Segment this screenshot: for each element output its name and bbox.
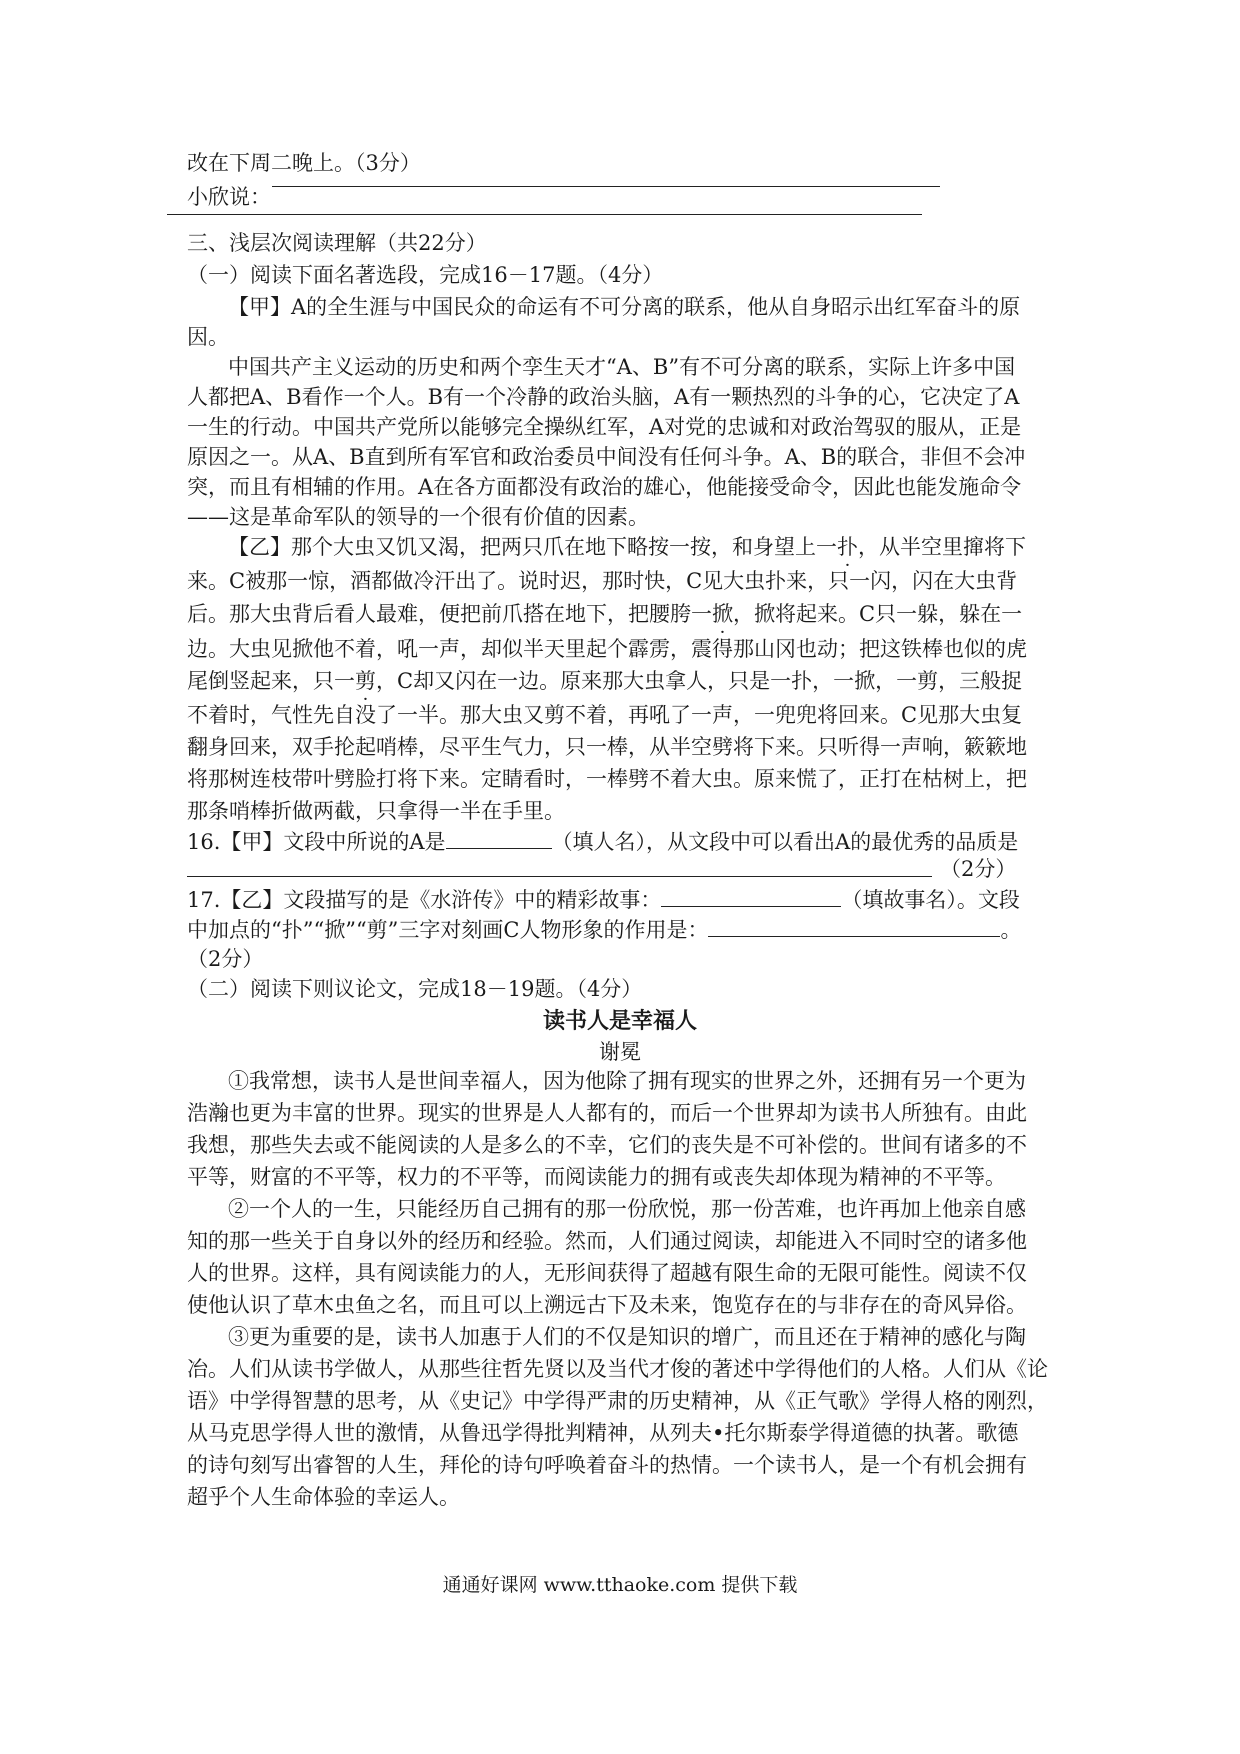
essay-line: ③更为重要的是，读书人加惠于人们的不仅是知识的增广，而且还在于精神的感化与陶: [228, 1325, 1026, 1349]
dotted-char-xian: 掀: [712, 602, 733, 626]
prompt-tail: 改在下周二晚上。（3分）: [187, 151, 421, 175]
essay-line: 平等，财富的不平等，权力的不平等，而阅读能力的拥有或丧失却体现为精神的不平等。: [187, 1165, 1006, 1189]
jia-line: 突，而且有相辅的作用。A在各方面都没有政治的雄心，他能接受命令，因此也能发施命令: [187, 475, 1022, 499]
dotted-char-pu: 扑: [837, 535, 858, 559]
jia-line: ——这是革命军队的领导的一个很有价值的因素。: [187, 505, 649, 529]
q17-text: 中加点的“扑”“掀”“剪”三字对刻画C人物形象的作用是：: [187, 918, 709, 942]
essay-line: 超乎个人生命体验的幸运人。: [187, 1485, 460, 1509]
essay-line: 使他认识了草木虫鱼之名，而且可以上溯远古下及未来，饱览存在的与非存在的奇风异俗。: [187, 1293, 1027, 1317]
q16-text: （填人名），从文段中可以看出A的最优秀的品质是: [551, 830, 1019, 854]
q16-answer-line[interactable]: [187, 876, 932, 877]
q17-score: （2分）: [187, 947, 264, 971]
yi-line: 边。大虫见掀他不着，吼一声，却似半天里起个霹雳，震得那山冈也动；把这铁棒也似的虎: [187, 637, 1027, 661]
jia-line: 【甲】A的全生涯与中国民众的命运有不可分离的联系，他从自身昭示出红军奋斗的原: [228, 295, 1021, 319]
essay-line: 浩瀚也更为丰富的世界。现实的世界是人人都有的，而后一个世界却为读书人所独有。由此: [187, 1101, 1027, 1125]
essay-line: 从马克思学得人世的激情，从鲁迅学得批判精神，从列夫•托尔斯泰学得道德的执著。歌德: [187, 1421, 1019, 1445]
answer-line-1[interactable]: [272, 186, 940, 187]
yi-line: 那条哨棒折做两截，只拿得一半在手里。: [187, 799, 565, 823]
yi-line: [228, 532, 1026, 562]
essay-line: 知的那一些关于自身以外的经历和经验。然而，人们通过阅读，却能进入不同时空的诸多他: [187, 1229, 1027, 1253]
jia-line: 原因之一。从A、B直到所有军官和政治委员中间没有任何斗争。A、B的联合，非但不会冲: [187, 445, 1026, 469]
q17-blank-story[interactable]: [661, 884, 841, 907]
essay-author: 谢冕: [599, 1040, 641, 1064]
dotted-char-jian: 剪: [355, 669, 376, 693]
essay-line: 我想，那些失去或不能阅读的人是多么的不幸，它们的丧失是不可补偿的。世间有诸多的不: [187, 1133, 1027, 1157]
q17-text: 17.【乙】文段描写的是《水浒传》中的精彩故事：: [187, 888, 662, 912]
section-heading: 三、浅层次阅读理解（共22分）: [187, 231, 487, 255]
essay-line: 的诗句刻写出睿智的人生，拜伦的诗句呼唤着奋斗的热情。一个读书人，是一个有机会拥有: [187, 1453, 1027, 1477]
yi-text: ，掀将起来。C只一躲，躲在一: [733, 602, 1023, 626]
question-16: [187, 826, 1018, 857]
essay-line: ②一个人的一生，只能经历自己拥有的那一份欣悦，那一份苦难，也许再加上他亲自感: [228, 1197, 1026, 1221]
essay-line: ①我常想，读书人是世间幸福人，因为他除了拥有现实的世界之外，还拥有另一个更为: [228, 1069, 1026, 1093]
yi-line: 将那树连枝带叶劈脸打将下来。定睛看时，一棒劈不着大虫。原来慌了，正打在枯树上，把: [187, 767, 1027, 791]
q17-text: （填故事名）。文段: [841, 888, 1020, 912]
q16-score: （2分）: [940, 857, 1017, 881]
essay-line: 人的世界。这样，具有阅读能力的人，无形间获得了超越有限生命的无限可能性。阅读不仅: [187, 1261, 1027, 1285]
yi-text: ，从半空里撺将下: [858, 535, 1026, 559]
part2-heading: （二）阅读下则议论文，完成18－19题。（4分）: [187, 977, 643, 1001]
q17-text: 。: [1000, 918, 1022, 942]
yi-line: [187, 666, 1022, 696]
yi-text: 尾倒竖起来，只一: [187, 669, 355, 693]
essay-title: 读书人是幸福人: [542, 1008, 697, 1034]
q17-blank-effect[interactable]: [708, 914, 1000, 937]
yi-text: 后。那大虫背后看人最难，便把前爪搭在地下，把腰胯一: [187, 602, 712, 626]
q16-blank-name[interactable]: [446, 826, 552, 849]
yi-text: ，C却又闪在一边。原来那大虫拿人，只是一扑，一掀，一剪，三般捉: [376, 669, 1023, 693]
answer-line-2[interactable]: [167, 214, 922, 215]
q16-text: 16.【甲】文段中所说的A是: [187, 830, 446, 854]
essay-line: 冶。人们从读书学做人，从那些往哲先贤以及当代才俊的著述中学得他们的人格。人们从《论: [187, 1357, 1048, 1381]
yi-text: 【乙】那个大虫又饥又渴，把两只爪在地下略按一按，和身望上一: [228, 535, 837, 559]
jia-line: 一生的行动。中国共产党所以能够完全操纵红军，A对党的忠诚和对政治驾驭的服从，正是: [187, 415, 1022, 439]
question-17: [187, 884, 1020, 915]
yi-line: 不着时，气性先自没了一半。那大虫又剪不着，再吼了一声，一兜兜将回来。C见那大虫复: [187, 703, 1023, 727]
yi-line: [187, 599, 1022, 629]
jia-line: 中国共产主义运动的历史和两个孪生天才“A、B”有不可分离的联系，实际上许多中国: [228, 355, 1016, 379]
jia-line: 人都把A、B看作一个人。B有一个冷静的政治头脑，A有一颗热烈的斗争的心，它决定了A: [187, 385, 1020, 409]
yi-line: 翻身回来，双手抡起哨棒，尽平生气力，只一棒，从半空劈将下来。只听得一声响，簌簌地: [187, 735, 1027, 759]
answer-label: 小欣说：: [187, 185, 271, 209]
essay-line: 语》中学得智慧的思考，从《史记》中学得严肃的历史精神，从《正气歌》学得人格的刚烈，: [187, 1389, 1048, 1413]
part1-heading: （一）阅读下面名著选段，完成16－17题。（4分）: [187, 263, 664, 287]
question-17-line2: [187, 914, 1021, 945]
page-footer: 通通好课网 www.tthaoke.com 提供下载: [442, 1574, 798, 1596]
yi-line: 来。C被那一惊，酒都做冷汗出了。说时迟，那时快，C见大虫扑来，只一闪，闪在大虫背: [187, 569, 1018, 593]
jia-line: 因。: [187, 325, 229, 349]
